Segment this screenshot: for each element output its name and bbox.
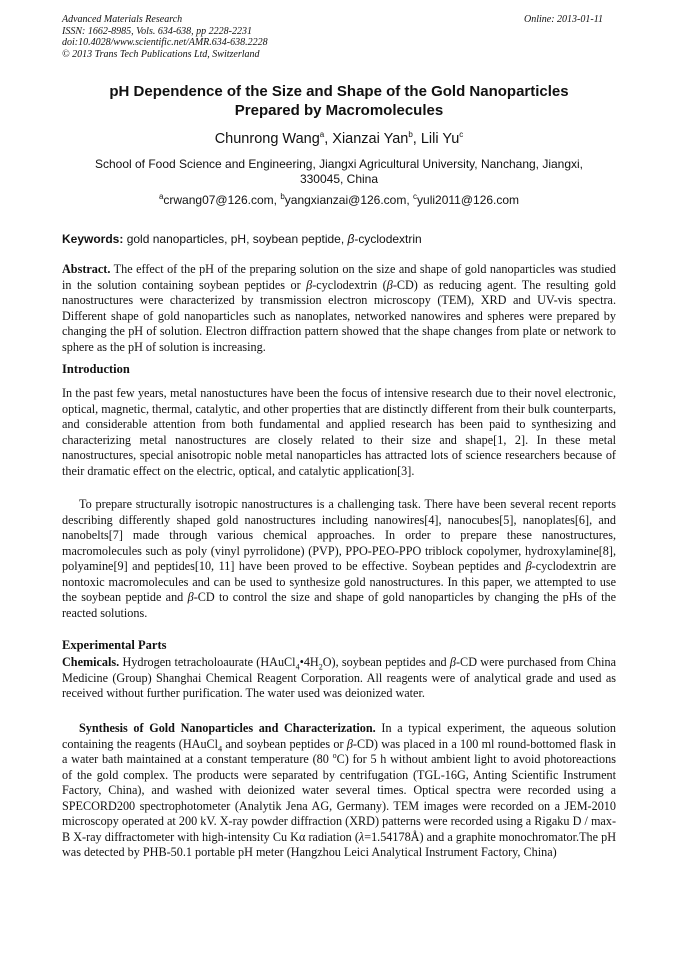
affiliation (62, 157, 616, 187)
paragraph-text: -CD) was placed in a 100 ml round-bottomed flask in a water bath maintained at a constant temperature (80 (62, 736, 616, 766)
abstract-text: The effect of the pH of the preparing solution on the size and shape of gold nanoparticles was studied in the solution containing soybean peptides or (62, 262, 616, 292)
paragraph-text: =1.54178Å) and a graphite monochromator.The pH was detected by PHB-50.1 portable pH meter (Hangzhou Leici Analytical Instrument Factory, China) (62, 829, 617, 859)
abstract (62, 262, 616, 355)
subscript: 4 (295, 662, 300, 672)
lambda-symbol: λ (358, 829, 365, 844)
beta-symbol: β (306, 277, 313, 292)
subscript: 4 (218, 743, 223, 753)
subscript: 2 (318, 662, 323, 672)
beta-symbol: β (525, 559, 532, 573)
affiliation-line-2: 330045, China (299, 172, 379, 186)
introduction-paragraph-1 (62, 386, 616, 479)
section-heading-experimental: Experimental Parts (62, 638, 167, 652)
email-mark: b (280, 192, 285, 201)
beta-symbol: β (449, 655, 456, 669)
section-heading-introduction: Introduction (62, 362, 130, 376)
author-name: Lili Yu (420, 131, 460, 147)
author-name: Chunrong Wang (214, 131, 320, 147)
email-address: yuli2011@126.com (417, 193, 520, 207)
email-mark: a (158, 192, 164, 201)
beta-symbol: β (187, 590, 194, 604)
paragraph-text: -CD to control the size and shape of gold nanoparticles by changing the pHs of the reacted solutions. (62, 590, 616, 620)
abstract-text: -cyclodextrin ( (312, 277, 387, 292)
beta-symbol: β (346, 736, 353, 751)
keywords-text: gold nanoparticles, pH, soybean peptide, (123, 232, 348, 246)
issn-line: ISSN: 1662-8985, Vols. 634-638, pp 2228-2231 (62, 25, 252, 37)
paragraph-text: and soybean peptides or (222, 736, 347, 751)
paragraph-text: C) for 5 h without ambient light to avoid photoreactions of the gold complex. The products were separated by centrifugation (TGL-16G, Anting Scientific Instrument Factory, China), and washed with deionized water several times. Optical spectra were recorded using a SPECORD200 spectrophotometer (Analytik Jena AG, Germany). TEM images were recorded on a JEM-2010 microscopy operated at 200 kV. X-ray powder diffraction (XRD) patterns were recorded using a Rigaku D / max-B X-ray diffractometer with high-intensity Cu Kα radiation ( (62, 752, 616, 844)
introduction-paragraph-2 (62, 497, 616, 621)
paragraph-text: In a typical experiment, the aqueous solution containing the reagents (HAuCl (62, 721, 616, 751)
beta-symbol: β (386, 277, 393, 292)
abstract-text: -CD) as reducing agent. The resulting gold nanostructures were characterized by transmission electron microscopy (TEM), XRD and UV-vis spectra. Different shape of gold nanoparticles such as nanoplates, networked nanowires and spheres were prepared by changing the pH of solution. Electron diffraction pattern showed that the shape changes from plate or network to sphere as the pH of solution is increasing. (62, 277, 617, 354)
copyright-line: © 2013 Trans Tech Publications Ltd, Switzerland (62, 48, 260, 60)
paragraph-text: •4H (299, 655, 319, 669)
abstract-label: Abstract. (62, 262, 111, 276)
paragraph-text: -CD were purchased from China Medicine (Group) Shanghai Chemical Reagent Corporation. All reagents were of analytical grade and used as received without further purification. The water used was deionized water. (62, 655, 616, 700)
doi-line: doi:10.4028/www.scientific.net/AMR.634-638.2228 (62, 37, 268, 48)
synthesis-label: Synthesis of Gold Nanoparticles and Characterization. (79, 721, 376, 735)
journal-header (62, 14, 268, 60)
title-line-1: pH Dependence of the Size and Shape of the Gold Nanoparticles (109, 83, 569, 100)
email-address: yangxianzai@126.com (284, 193, 407, 207)
superscript: o (332, 750, 337, 760)
author-list: Chunrong Wang$^a$, Xianzai Yan$^b$, Lili Yu$^c$ (214, 130, 464, 147)
author-mark: a (319, 130, 325, 140)
paragraph-text: In the past few years, metal nanostuctures have been the focus of intensive research due to their novel electronic, optical, magnetic, thermal, catalytic, and other properties that are distinctly different from their bulk counterparts, and considerable attention from both fundamental and applied research has been paid to synthesizing and characterizing metal nanostructures are closely related to their size and shape[1, 2]. In these metal nanostructures, special anisotropic noble metal nanoparticles has attracted lots of science researchers because of their dramatic effect on the electric, optical, and catalytic application[3]. (62, 386, 616, 478)
synthesis-paragraph (62, 721, 616, 861)
paragraph-text: -cyclodextrin are nontoxic macromolecules and can be used to synthesize gold nanostructures. In this paper, we attempted to use the soybean peptide and (62, 559, 616, 604)
author-mark: b (408, 130, 413, 140)
email-mark: c (413, 192, 418, 201)
beta-symbol: β (347, 232, 355, 246)
author-name: Xianzai Yan (332, 131, 409, 147)
journal-name: Advanced Materials Research (62, 14, 183, 25)
title-line-2: Prepared by Macromolecules (234, 102, 444, 119)
chemicals-paragraph (62, 655, 616, 702)
keywords (62, 232, 616, 247)
keywords-text: -cyclodextrin (354, 232, 422, 246)
email-address: crwang07@126.com (163, 193, 274, 207)
paragraph-text: Hydrogen tetracholoaurate (HAuCl (119, 655, 296, 669)
paragraph-text: To prepare structurally isotropic nanostructures is a challenging task. There have been several recent reports describing differently shaped gold nanostructures including nanowires[4], nanocubes[5], nanoplates[6], and nanobelts[7] made through various chemical approaches. In order to prepare these nanostructures, macromolecules such as poly (vinyl pyrrolidone) (PVP), PPO-PEO-PPO triblock copolymer, hydroxylamine[8], polyamine[9] and peptides[10, 11] have been proved to be effective. Soybean peptides and (62, 497, 616, 573)
chemicals-label: Chemicals. (62, 655, 120, 669)
author-mark: c (459, 130, 464, 140)
keywords-label: Keywords: (62, 232, 124, 246)
affiliation-line-1: School of Food Science and Engineering, Jiangxi Agricultural University, Nanchang, Jiangxi, (94, 157, 584, 171)
paper-title (62, 82, 616, 120)
email-list: $^a$crwang07@126.com, $^b$yangxianzai@126.com, $^c$yuli2011@126.com (158, 192, 520, 207)
online-date: Online: 2013-01-11 (524, 14, 603, 25)
paragraph-text: O), soybean peptides and (322, 655, 450, 669)
